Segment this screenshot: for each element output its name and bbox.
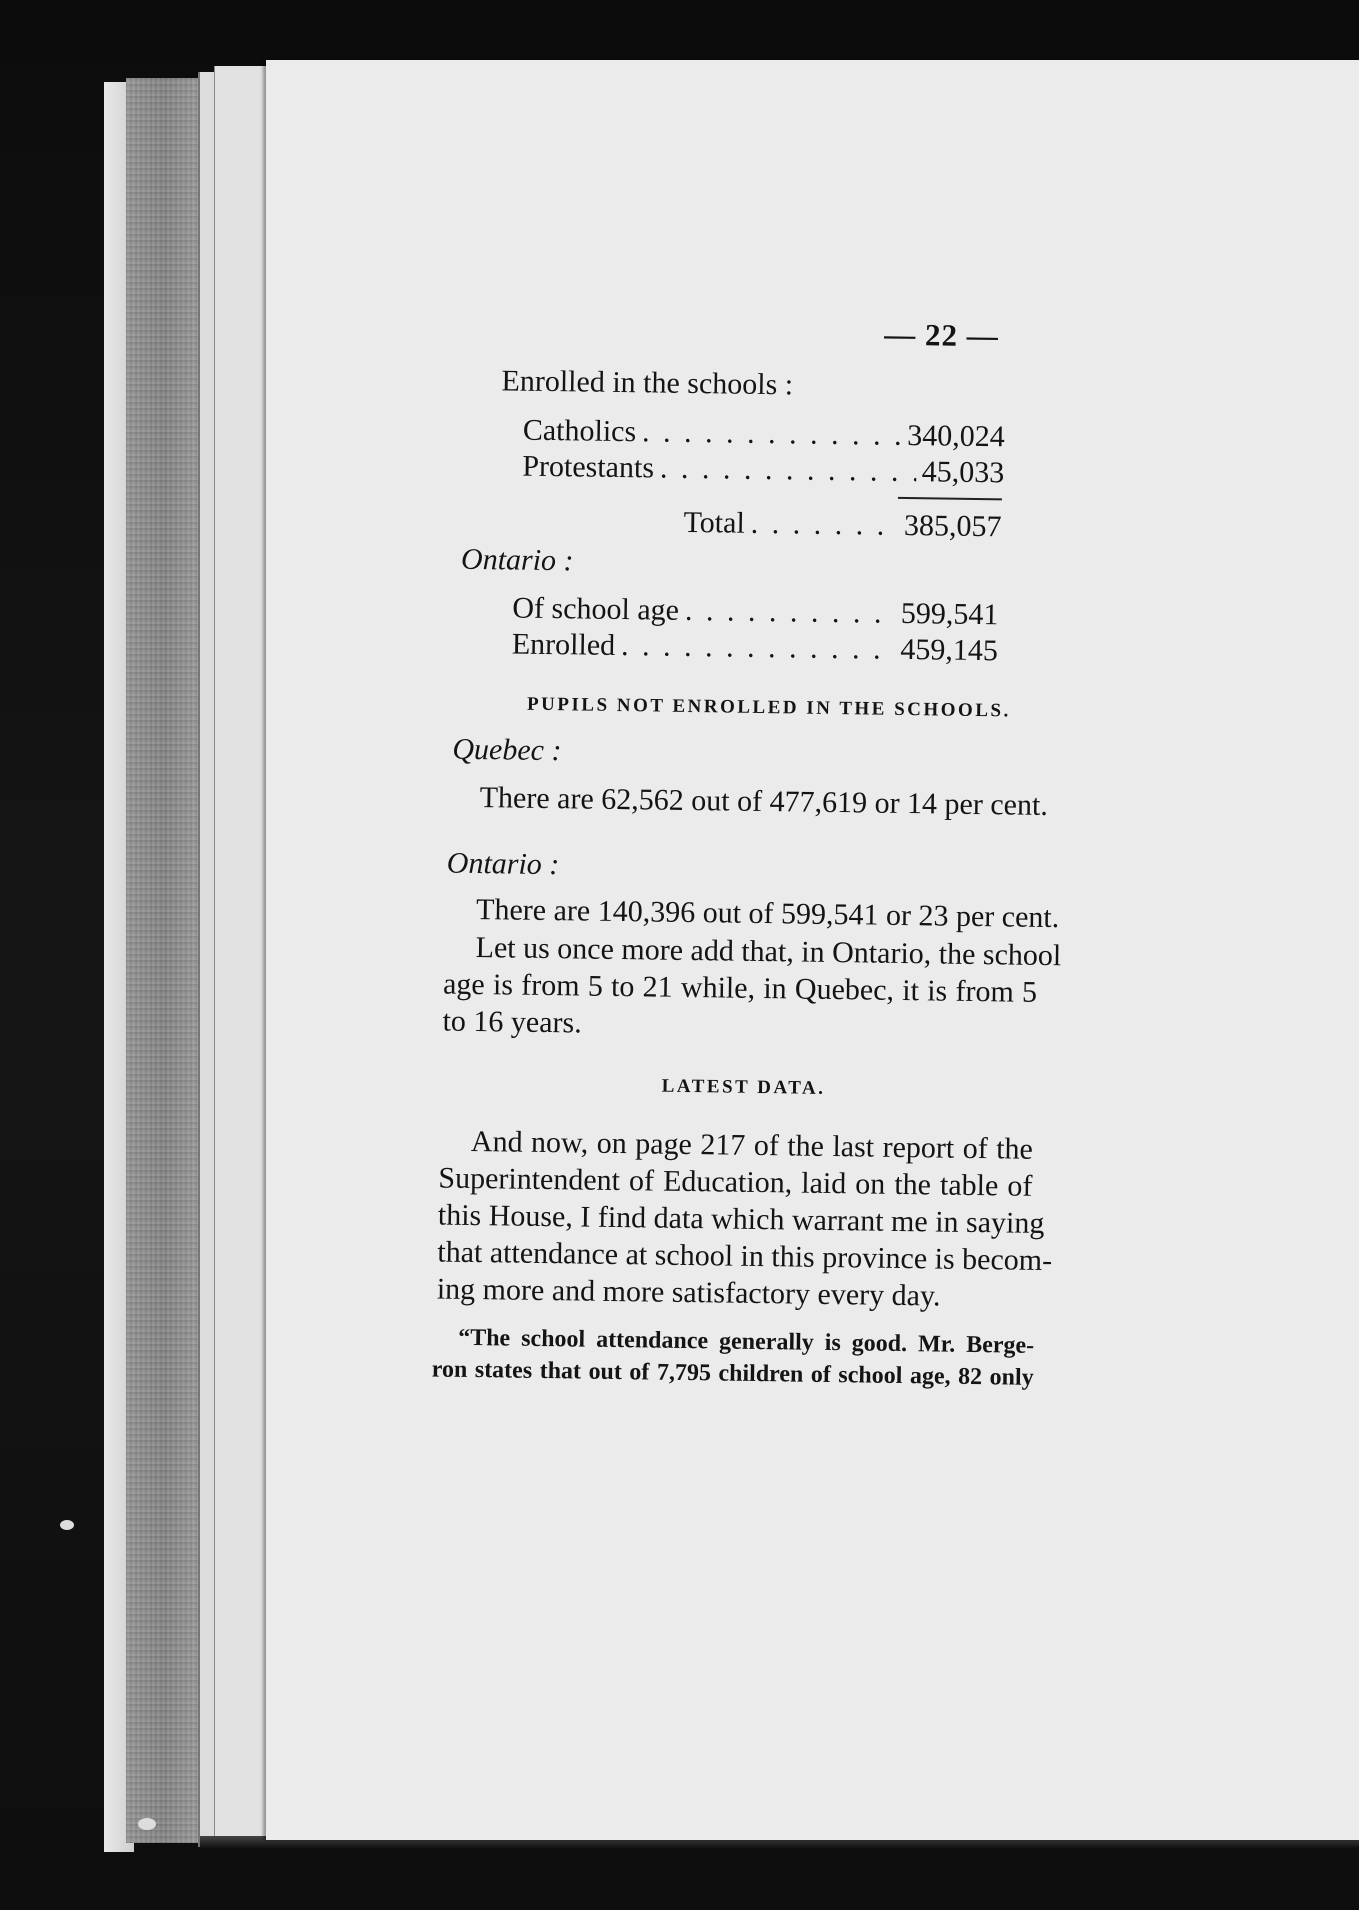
- row-label: Catholics: [522, 413, 637, 449]
- paragraph-line: Superintendent of Education, laid on the table of: [438, 1161, 1033, 1203]
- total-rule: [898, 497, 1002, 500]
- table-row-catholics: [523, 414, 1005, 455]
- paragraph-line: to 16 years.: [442, 1004, 582, 1040]
- row-value: 599,541: [900, 596, 999, 632]
- leader-dots: [751, 507, 899, 543]
- dust-speck: [60, 1520, 74, 1530]
- section-title-latest: LATEST DATA.: [661, 1075, 826, 1099]
- paragraph-line: that attendance at school in this province is becom-: [437, 1235, 1053, 1278]
- paragraph-line: ing more and more satisfactory every day.: [436, 1272, 941, 1313]
- section-title-pupils: PUPILS NOT ENROLLED IN THE SCHOOLS.: [526, 693, 1011, 722]
- table-row-protestants: [522, 450, 1004, 491]
- paragraph-line: this House, I find data which warrant me in saying: [437, 1198, 1045, 1240]
- quote-line: ron states that out of 7,795 children of school age, 82 only: [431, 1356, 1034, 1391]
- leader-dots: [685, 594, 895, 631]
- ontario-heading-2: Ontario :: [446, 846, 560, 882]
- table-row-total: [683, 506, 1001, 544]
- page-number: — 22 —: [883, 316, 999, 354]
- row-label: Protestants: [522, 449, 655, 485]
- row-value: 45,033: [921, 455, 1005, 490]
- quote-line: “The school attendance generally is good. Mr. Berge-: [457, 1324, 1035, 1359]
- quebec-heading: Quebec :: [452, 732, 562, 768]
- document-page: [266, 60, 1359, 1840]
- ontario-heading: Ontario :: [460, 542, 574, 578]
- row-value: 340,024: [907, 418, 1006, 454]
- row-label: Enrolled: [511, 627, 616, 662]
- page-content: [241, 60, 1359, 1855]
- quebec-statistic: There are 62,562 out of 477,619 or 14 per cent.: [479, 781, 1049, 822]
- dust-speck: [138, 1818, 156, 1830]
- row-value: 459,145: [900, 632, 999, 668]
- ontario-statistic: There are 140,396 out of 599,541 or 23 per cent.: [475, 893, 1060, 935]
- row-label: Of school age: [512, 591, 680, 627]
- enrolled-heading: Enrolled in the schools :: [501, 364, 794, 402]
- total-label: Total: [683, 505, 746, 540]
- book-binding-edge: [126, 78, 202, 1843]
- leader-dots: [642, 415, 902, 453]
- paragraph-line: And now, on page 217 of the last report of the: [470, 1124, 1034, 1166]
- table-row-enrolled: [512, 627, 998, 668]
- total-value: 385,057: [903, 508, 1002, 544]
- paragraph-line: Let us once more add that, in Ontario, the school: [475, 931, 1062, 973]
- paragraph-line: age is from 5 to 21 while, in Quebec, it is from 5: [442, 967, 1038, 1009]
- leader-dots: [621, 629, 895, 667]
- leader-dots: [660, 452, 916, 490]
- table-row-school-age: [512, 591, 998, 632]
